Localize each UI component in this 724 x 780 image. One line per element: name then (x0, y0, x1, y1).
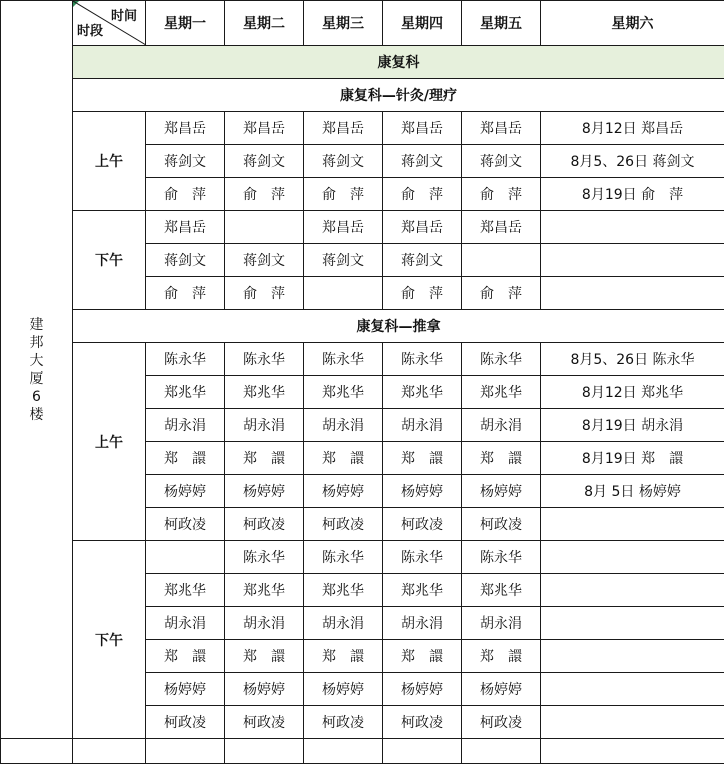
doctor-cell-wed[interactable] (304, 277, 383, 310)
doctor-cell-fri[interactable]: 杨婷婷 (462, 673, 541, 706)
doctor-cell-mon[interactable]: 杨婷婷 (146, 673, 225, 706)
doctor-cell-sat[interactable] (541, 244, 724, 277)
department-title[interactable]: 康复科 (73, 46, 724, 79)
doctor-cell-mon[interactable]: 郑兆华 (146, 574, 225, 607)
doctor-cell-wed[interactable]: 郑 譞 (304, 442, 383, 475)
doctor-cell-fri[interactable]: 郑兆华 (462, 574, 541, 607)
corner-cell[interactable] (73, 1, 146, 46)
doctor-cell-tue[interactable]: 陈永华 (225, 343, 304, 376)
doctor-cell-tue[interactable]: 蒋剑文 (225, 145, 304, 178)
section-title-row (1, 79, 724, 112)
doctor-cell-mon[interactable]: 俞 萍 (146, 178, 225, 211)
doctor-cell-mon[interactable]: 杨婷婷 (146, 475, 225, 508)
time-slot-label[interactable]: 下午 (73, 541, 146, 739)
doctor-cell-mon[interactable]: 陈永华 (146, 343, 225, 376)
doctor-cell-fri[interactable]: 郑昌岳 (462, 211, 541, 244)
doctor-cell-fri[interactable]: 郑兆华 (462, 376, 541, 409)
doctor-cell-sat[interactable]: 8月5、26日 陈永华 (541, 343, 724, 376)
doctor-cell-thu[interactable]: 郑兆华 (383, 574, 462, 607)
doctor-cell-sat[interactable] (541, 673, 724, 706)
doctor-cell-thu[interactable]: 陈永华 (383, 343, 462, 376)
corner-slot-label: 时段 (77, 24, 104, 39)
doctor-cell-thu[interactable]: 蒋剑文 (383, 244, 462, 277)
doctor-cell-fri[interactable]: 杨婷婷 (462, 475, 541, 508)
doctor-cell-fri[interactable]: 蒋剑文 (462, 145, 541, 178)
doctor-cell-thu[interactable]: 胡永涓 (383, 607, 462, 640)
doctor-cell-tue[interactable]: 郑昌岳 (225, 112, 304, 145)
doctor-cell-thu[interactable]: 陈永华 (383, 541, 462, 574)
table-row (1, 211, 724, 244)
doctor-cell-fri[interactable]: 胡永涓 (462, 607, 541, 640)
doctor-cell-tue[interactable]: 郑兆华 (225, 376, 304, 409)
day-header-sat[interactable]: 星期六 (541, 1, 724, 46)
doctor-cell-wed[interactable]: 杨婷婷 (304, 673, 383, 706)
doctor-cell-tue[interactable]: 俞 萍 (225, 277, 304, 310)
section-title-row (1, 310, 724, 343)
table-row (1, 541, 724, 574)
day-header-thu[interactable]: 星期四 (383, 1, 462, 46)
doctor-cell-mon[interactable]: 蒋剑文 (146, 244, 225, 277)
doctor-cell-fri[interactable]: 柯政凌 (462, 706, 541, 739)
doctor-cell-wed[interactable]: 柯政凌 (304, 706, 383, 739)
empty-cell[interactable] (383, 739, 462, 764)
table-row (1, 343, 724, 376)
doctor-cell-tue[interactable]: 杨婷婷 (225, 475, 304, 508)
doctor-cell-wed[interactable]: 蒋剑文 (304, 145, 383, 178)
doctor-cell-tue[interactable]: 胡永涓 (225, 409, 304, 442)
corner-time-label: 时间 (110, 9, 137, 24)
doctor-cell-sat[interactable] (541, 640, 724, 673)
doctor-cell-wed[interactable]: 郑兆华 (304, 574, 383, 607)
doctor-cell-fri[interactable]: 陈永华 (462, 541, 541, 574)
doctor-cell-wed[interactable]: 郑昌岳 (304, 112, 383, 145)
doctor-cell-fri[interactable] (462, 244, 541, 277)
doctor-cell-wed[interactable]: 杨婷婷 (304, 475, 383, 508)
doctor-cell-thu[interactable]: 郑昌岳 (383, 211, 462, 244)
table-row (1, 112, 724, 145)
doctor-cell-sat[interactable] (541, 574, 724, 607)
doctor-cell-sat[interactable] (541, 277, 724, 310)
doctor-cell-thu[interactable]: 郑 譞 (383, 640, 462, 673)
doctor-cell-mon[interactable]: 胡永涓 (146, 409, 225, 442)
doctor-cell-sat[interactable] (541, 706, 724, 739)
empty-cell[interactable] (225, 739, 304, 764)
doctor-cell-fri[interactable]: 俞 萍 (462, 277, 541, 310)
doctor-cell-wed[interactable]: 郑 譞 (304, 640, 383, 673)
department-row (1, 46, 724, 79)
doctor-cell-tue[interactable]: 柯政凌 (225, 508, 304, 541)
empty-row (1, 739, 724, 764)
section-title[interactable]: 康复科—推拿 (73, 310, 724, 343)
day-header-tue[interactable]: 星期二 (225, 1, 304, 46)
doctor-cell-wed[interactable]: 俞 萍 (304, 178, 383, 211)
doctor-cell-mon[interactable]: 俞 萍 (146, 277, 225, 310)
doctor-cell-wed[interactable]: 蒋剑文 (304, 244, 383, 277)
empty-cell[interactable] (146, 739, 225, 764)
doctor-cell-fri[interactable]: 郑昌岳 (462, 112, 541, 145)
doctor-cell-sat[interactable]: 8月12日 郑昌岳 (541, 112, 724, 145)
location-label: 建邦大厦6楼 (29, 316, 44, 423)
doctor-cell-fri[interactable]: 胡永涓 (462, 409, 541, 442)
doctor-cell-fri[interactable]: 郑 譞 (462, 640, 541, 673)
doctor-cell-tue[interactable]: 杨婷婷 (225, 673, 304, 706)
doctor-cell-sat[interactable] (541, 508, 724, 541)
doctor-cell-sat[interactable]: 8月19日 俞 萍 (541, 178, 724, 211)
doctor-cell-sat[interactable] (541, 607, 724, 640)
section-title[interactable]: 康复科—针灸/理疗 (73, 79, 724, 112)
doctor-cell-thu[interactable]: 蒋剑文 (383, 145, 462, 178)
doctor-cell-fri[interactable]: 郑 譞 (462, 442, 541, 475)
doctor-cell-mon[interactable]: 胡永涓 (146, 607, 225, 640)
doctor-cell-sat[interactable]: 8月19日 胡永涓 (541, 409, 724, 442)
doctor-cell-wed[interactable]: 郑昌岳 (304, 211, 383, 244)
doctor-cell-sat[interactable]: 8月5、26日 蒋剑文 (541, 145, 724, 178)
empty-cell[interactable] (1, 739, 73, 764)
doctor-cell-thu[interactable]: 胡永涓 (383, 409, 462, 442)
doctor-cell-sat[interactable] (541, 541, 724, 574)
doctor-cell-wed[interactable]: 胡永涓 (304, 409, 383, 442)
doctor-cell-tue[interactable]: 俞 萍 (225, 178, 304, 211)
doctor-cell-mon[interactable]: 郑昌岳 (146, 211, 225, 244)
doctor-cell-fri[interactable]: 柯政凌 (462, 508, 541, 541)
doctor-cell-thu[interactable]: 杨婷婷 (383, 673, 462, 706)
doctor-cell-wed[interactable]: 柯政凌 (304, 508, 383, 541)
doctor-cell-sat[interactable]: 8月12日 郑兆华 (541, 376, 724, 409)
doctor-cell-mon[interactable]: 柯政凌 (146, 508, 225, 541)
doctor-cell-tue[interactable]: 柯政凌 (225, 706, 304, 739)
doctor-cell-tue[interactable]: 蒋剑文 (225, 244, 304, 277)
doctor-cell-thu[interactable]: 俞 萍 (383, 277, 462, 310)
doctor-cell-sat[interactable]: 8月19日 郑 譞 (541, 442, 724, 475)
doctor-cell-mon[interactable]: 郑 譞 (146, 640, 225, 673)
doctor-cell-thu[interactable]: 柯政凌 (383, 508, 462, 541)
location-cell[interactable] (1, 1, 73, 739)
doctor-cell-tue[interactable]: 郑 譞 (225, 640, 304, 673)
doctor-cell-tue[interactable]: 郑 譞 (225, 442, 304, 475)
doctor-cell-thu[interactable]: 俞 萍 (383, 178, 462, 211)
doctor-cell-tue[interactable]: 陈永华 (225, 541, 304, 574)
doctor-cell-wed[interactable]: 郑兆华 (304, 376, 383, 409)
doctor-cell-tue[interactable]: 胡永涓 (225, 607, 304, 640)
doctor-cell-tue[interactable]: 郑兆华 (225, 574, 304, 607)
doctor-cell-wed[interactable]: 陈永华 (304, 343, 383, 376)
doctor-cell-tue[interactable] (225, 211, 304, 244)
doctor-cell-sat[interactable] (541, 211, 724, 244)
doctor-cell-mon[interactable]: 郑 譞 (146, 442, 225, 475)
doctor-cell-mon[interactable]: 蒋剑文 (146, 145, 225, 178)
header-row (1, 1, 724, 46)
doctor-cell-fri[interactable]: 俞 萍 (462, 178, 541, 211)
doctor-cell-wed[interactable]: 胡永涓 (304, 607, 383, 640)
day-header-fri[interactable]: 星期五 (462, 1, 541, 46)
doctor-cell-thu[interactable]: 杨婷婷 (383, 475, 462, 508)
empty-cell[interactable] (73, 739, 146, 764)
doctor-cell-mon[interactable]: 郑昌岳 (146, 112, 225, 145)
time-slot-label[interactable]: 下午 (73, 211, 146, 310)
doctor-cell-mon[interactable]: 柯政凌 (146, 706, 225, 739)
empty-cell[interactable] (304, 739, 383, 764)
empty-cell[interactable] (462, 739, 541, 764)
doctor-cell-mon[interactable] (146, 541, 225, 574)
empty-cell[interactable] (541, 739, 724, 764)
doctor-cell-sat[interactable]: 8月 5日 杨婷婷 (541, 475, 724, 508)
doctor-cell-thu[interactable]: 郑昌岳 (383, 112, 462, 145)
doctor-cell-fri[interactable]: 陈永华 (462, 343, 541, 376)
time-slot-label[interactable]: 上午 (73, 112, 146, 211)
doctor-cell-thu[interactable]: 柯政凌 (383, 706, 462, 739)
doctor-cell-thu[interactable]: 郑 譞 (383, 442, 462, 475)
doctor-cell-wed[interactable]: 陈永华 (304, 541, 383, 574)
time-slot-label[interactable]: 上午 (73, 343, 146, 541)
doctor-cell-thu[interactable]: 郑兆华 (383, 376, 462, 409)
day-header-mon[interactable]: 星期一 (146, 1, 225, 46)
day-header-wed[interactable]: 星期三 (304, 1, 383, 46)
doctor-cell-mon[interactable]: 郑兆华 (146, 376, 225, 409)
